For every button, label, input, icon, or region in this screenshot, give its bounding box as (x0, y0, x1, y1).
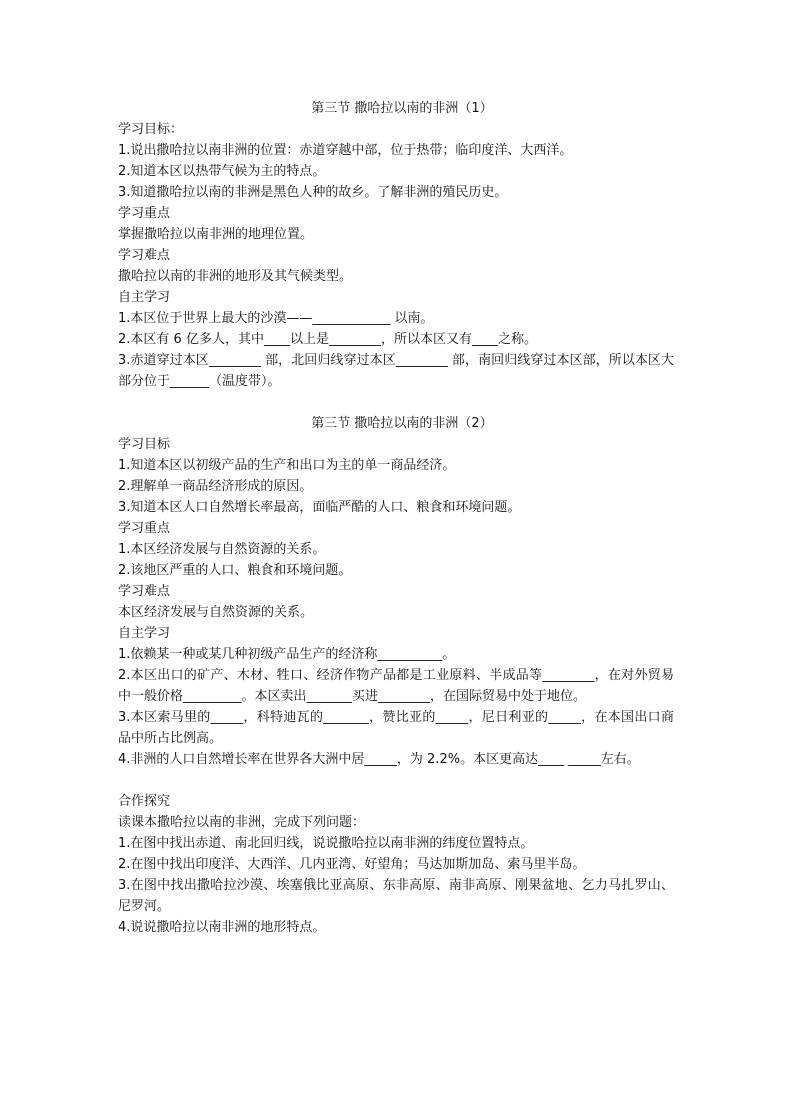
cooperation-item-3: 3.在图中找出撒哈拉沙漠、埃塞俄比亚高原、东非高原、南非高原、刚果盆地、乞力马扎罗山、尼罗河。 (118, 878, 674, 914)
section2-key-heading: 学习重点 (118, 521, 171, 536)
section-spacer (118, 392, 674, 413)
cooperation-heading: 合作探究 (118, 794, 171, 809)
section1-difficulty: 撒哈拉以南的非洲的地形及其气候类型。 (118, 269, 353, 284)
section2-goal-2: 2.理解单一商品经济形成的原因。 (118, 479, 313, 494)
worksheet-page (118, 98, 674, 938)
section2-key-2: 2.该地区严重的人口、粮食和环境问题。 (118, 563, 352, 578)
section1-difficulty-heading: 学习难点 (118, 248, 171, 263)
section1-goal-2: 2.知道本区以热带气候为主的特点。 (118, 164, 326, 179)
section2-key-1: 1.本区经济发展与自然资源的关系。 (118, 542, 326, 557)
section1-self-2: 2.本区有 6 亿多人，其中____以上是________，所以本区又有____之称。 (118, 332, 537, 347)
section1-key-heading: 学习重点 (118, 206, 171, 221)
section1-self-heading: 自主学习 (118, 290, 171, 305)
section1-goals-heading: 学习目标： (118, 122, 184, 137)
cooperation-item-4: 4.说说撒哈拉以南非洲的地形特点。 (118, 920, 326, 935)
section2-goal-1: 1.知道本区以初级产品的生产和出口为主的单一商品经济。 (118, 458, 456, 473)
section2-goals-heading: 学习目标 (118, 437, 171, 452)
section2-difficulty-heading: 学习难点 (118, 584, 171, 599)
section1-self-1: 1.本区位于世界上最大的沙漠——____________ 以南。 (118, 311, 434, 326)
section2-difficulty: 本区经济发展与自然资源的关系。 (118, 605, 314, 620)
section2-self-3: 3.本区索马里的_____，科特迪瓦的_______，赞比亚的_____，尼日利亚的_____，在本国出口商品中所占比例高。 (118, 710, 674, 746)
section-spacer (118, 770, 674, 791)
section2-self-2: 2.本区出口的矿产、木材、牲口、经济作物产品都是工业原料、半成品等________，在对外贸易中一般价格_________。本区卖出_______买进________，在国际贸易中处于地位。 (118, 668, 674, 704)
section1-goal-3: 3.知道撒哈拉以南的非洲是黑色人种的故乡。了解非洲的殖民历史。 (118, 185, 508, 200)
section2-self-4: 4.非洲的人口自然增长率在世界各大洲中居_____，为 2.2%。本区更高达____ _____左右。 (118, 752, 640, 767)
cooperation-intro: 读课本撒哈拉以南的非洲，完成下列问题： (118, 815, 366, 830)
section1-title: 第三节 撒哈拉以南的非洲（1） (311, 101, 493, 116)
section2-goal-3: 3.知道本区人口自然增长率最高，面临严酷的人口、粮食和环境问题。 (118, 500, 521, 515)
section1-self-3: 3.赤道穿过本区________ 部，北回归线穿过本区________ 部，南回归线穿过本区部，所以本区大部分位于______（温度带）。 (118, 353, 674, 389)
section1-key: 掌握撒哈拉以南非洲的地理位置。 (118, 227, 314, 242)
section1-goal-1: 1.说出撒哈拉以南非洲的位置：赤道穿越中部，位于热带；临印度洋、大西洋。 (118, 143, 573, 158)
cooperation-item-2: 2.在图中找出印度洋、大西洋、几内亚湾、好望角；马达加斯加岛、索马里半岛。 (118, 857, 586, 872)
cooperation-item-1: 1.在图中找出赤道、南北回归线，说说撒哈拉以南非洲的纬度位置特点。 (118, 836, 534, 851)
section2-self-heading: 自主学习 (118, 626, 171, 641)
section2-self-1: 1.依赖某一种或某几种初级产品生产的经济称__________。 (118, 647, 456, 662)
section2-title: 第三节 撒哈拉以南的非洲（2） (311, 416, 493, 431)
